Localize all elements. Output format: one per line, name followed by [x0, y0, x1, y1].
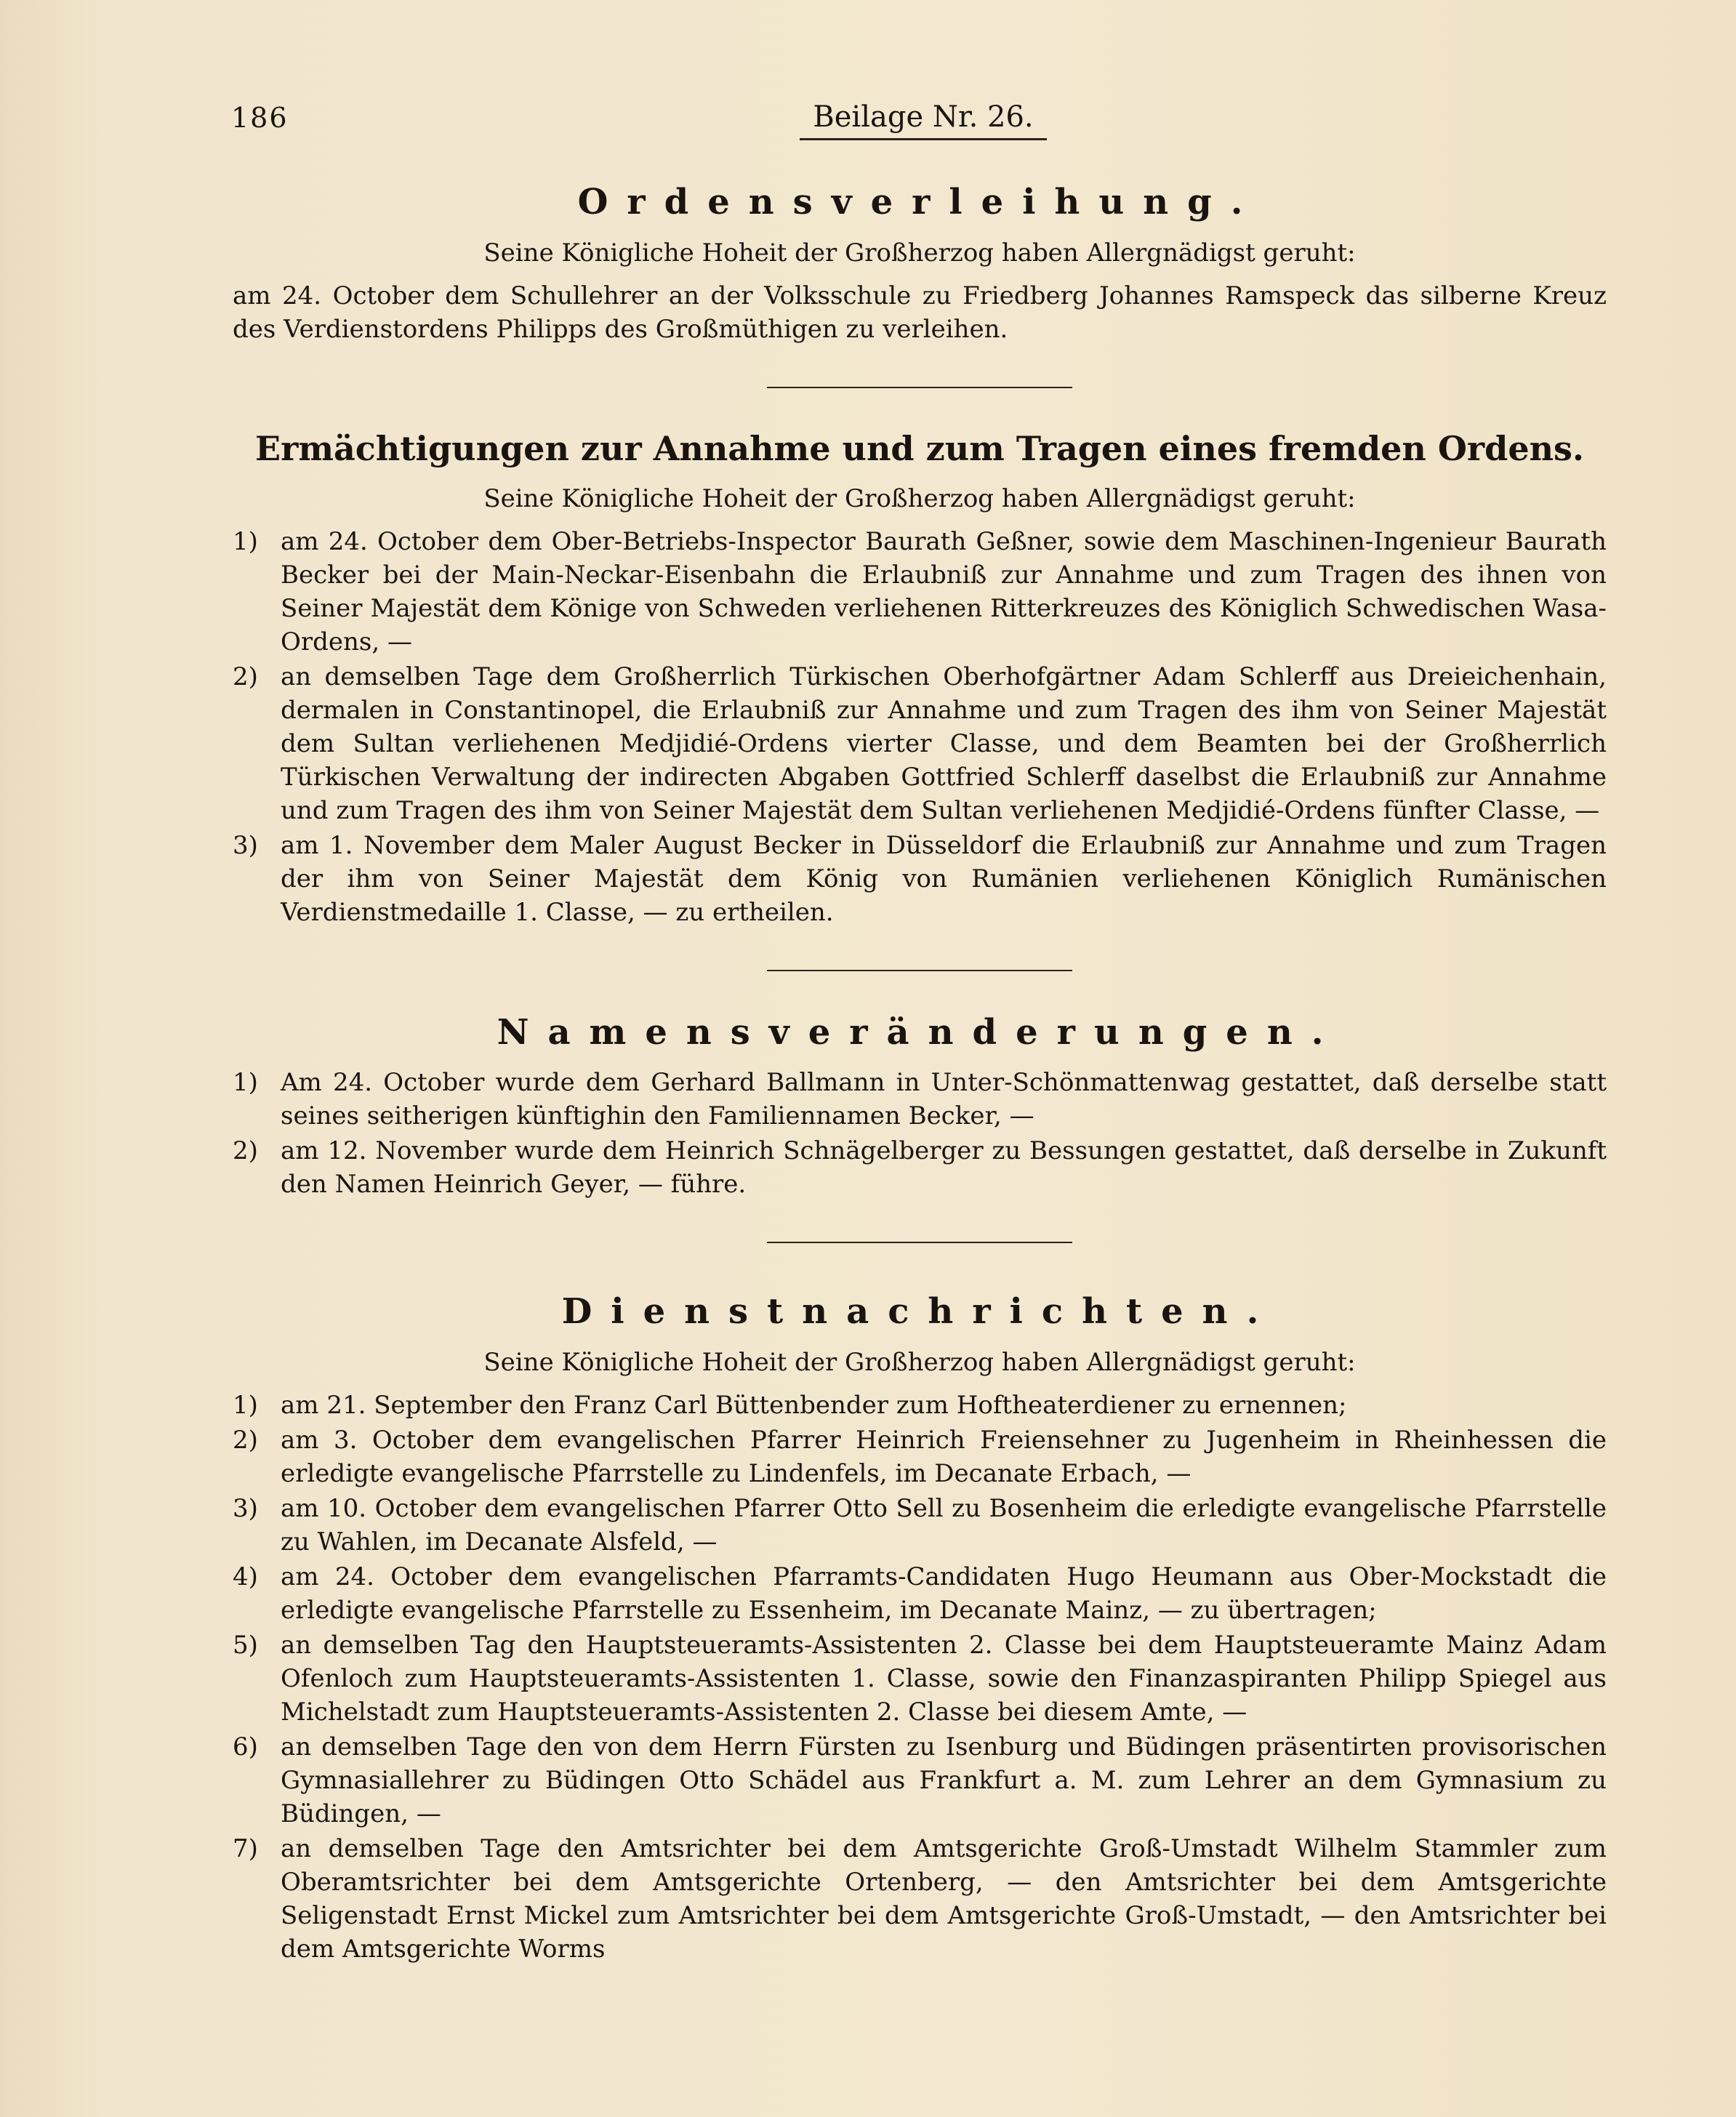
- item-text: an demselben Tage den Amtsrichter bei dem Amtsgerichte Groß-Umstadt Wilhelm Stammler zum Oberamtsrichter bei dem Amtsgerichte Ortenberg, — den Amtsrichter bei dem Amtsgerichte Seligenstadt Ernst Mickel zum Amtsrichter bei dem Amtsgerichte Groß-Umstadt, — den Amtsrichter bei dem Amtsgerichte Worms: [281, 1834, 1607, 1964]
- section-divider: [767, 387, 1072, 388]
- section-intro: Seine Königliche Hoheit der Großherzog haben Allergnädigst geruht:: [483, 1348, 1356, 1377]
- section-dienstnachrichten: [233, 1291, 1607, 1966]
- item-number: 2): [233, 1426, 258, 1455]
- item-text: am 3. October dem evangelischen Pfarrer Heinrich Freiensehner zu Jugenheim in Rheinhessen die erledigte evangelische Pfarrstelle zu Lindenfels, im Decanate Erbach, —: [281, 1426, 1607, 1488]
- item-text: am 1. November dem Maler August Becker in Düsseldorf die Erlaubniß zur Annahme und zum Tragen der ihm von Seiner Majestät dem König von Rumänien verliehenen Königlich Rumänischen Verdienstmedaille 1. Classe, — zu ertheilen.: [281, 831, 1607, 927]
- section-paragraph: am 24. October dem Schullehrer an der Volksschule zu Friedberg Johannes Ramspeck das silberne Kreuz des Verdienstordens Philipps des Großmüthigen zu verleihen.: [233, 281, 1607, 344]
- section-title: Ordensverleihung.: [577, 182, 1262, 222]
- section-title: Namensveränderungen.: [497, 1012, 1343, 1053]
- item-text: am 12. November wurde dem Heinrich Schnägelberger zu Bessungen gestattet, daß derselbe in Zukunft den Namen Heinrich Geyer, — führe.: [281, 1136, 1607, 1199]
- list-item: [233, 525, 1607, 659]
- item-number: 2): [233, 1136, 258, 1165]
- item-number: 5): [233, 1631, 258, 1660]
- list-item: [233, 1066, 1607, 1133]
- section-title: Dienstnachrichten.: [561, 1291, 1278, 1332]
- item-number: 1): [233, 527, 258, 556]
- list-item: [233, 829, 1607, 929]
- item-number: 4): [233, 1562, 258, 1591]
- section-namensveraenderungen: [233, 1012, 1607, 1201]
- page-number: 186: [231, 102, 289, 134]
- item-number: 3): [233, 1494, 258, 1523]
- list-item: [233, 1832, 1607, 1966]
- item-number: 7): [233, 1834, 258, 1863]
- section-ermaechtigungen: [233, 429, 1607, 929]
- list-item: [233, 1389, 1607, 1422]
- item-text: am 24. October dem evangelischen Pfarramts-Candidaten Hugo Heumann aus Ober-Mockstadt die erledigte evangelische Pfarrstelle zu Essenheim, im Decanate Mainz, — zu übertragen;: [281, 1562, 1607, 1625]
- list-item: [233, 1560, 1607, 1627]
- list-item: [233, 1492, 1607, 1559]
- page-content: [233, 182, 1607, 1967]
- item-text: an demselben Tage dem Großherrlich Türkischen Oberhofgärtner Adam Schlerff aus Dreieichenhain, dermalen in Constantinopel, die Erlaubniß zur Annahme und zum Tragen des ihm von Seiner Majestät dem Sultan verliehenen Medjidié-Ordens vierter Classe, und dem Beamten bei der Großherrlich Türkischen Verwaltung der indirecten Abgaben Gottfried Schlerff daselbst die Erlaubniß zur Annahme und zum Tragen des ihm von Seiner Majestät dem Sultan verliehenen Medjidié-Ordens fünfter Classe, —: [281, 662, 1607, 825]
- item-text: am 10. October dem evangelischen Pfarrer Otto Sell zu Bosenheim die erledigte evangelische Pfarrstelle zu Wahlen, im Decanate Alsfeld, —: [281, 1494, 1607, 1556]
- section-intro: Seine Königliche Hoheit der Großherzog haben Allergnädigst geruht:: [483, 484, 1356, 513]
- section-ordensverleihung: [233, 182, 1607, 346]
- list-item: [233, 660, 1607, 827]
- list-item: [233, 1628, 1607, 1729]
- list-item: [233, 1134, 1607, 1201]
- item-text: an demselben Tage den von dem Herrn Fürsten zu Isenburg und Büdingen präsentirten provisorischen Gymnasiallehrer zu Büdingen Otto Schädel aus Frankfurt a. M. zum Lehrer an dem Gymnasium zu Büdingen, —: [281, 1732, 1607, 1828]
- item-number: 3): [233, 831, 258, 860]
- item-number: 2): [233, 662, 258, 691]
- item-text: Am 24. October wurde dem Gerhard Ballmann in Unter-Schönmattenwag gestattet, daß derselbe statt seines seitherigen künftighin den Familiennamen Becker, —: [281, 1068, 1607, 1130]
- item-number: 6): [233, 1732, 258, 1762]
- list-item: [233, 1423, 1607, 1490]
- item-number: 1): [233, 1068, 258, 1097]
- item-text: am 24. October dem Ober-Betriebs-Inspector Baurath Geßner, sowie dem Maschinen-Ingenieur Baurath Becker bei der Main-Neckar-Eisenbahn die Erlaubniß zur Annahme und zum Tragen des ihnen von Seiner Majestät dem Könige von Schweden verliehenen Ritterkreuzes des Königlich Schwedischen Wasa-Ordens, —: [281, 527, 1607, 656]
- item-text: am 21. September den Franz Carl Büttenbender zum Hoftheaterdiener zu ernennen;: [281, 1391, 1347, 1420]
- item-number: 1): [233, 1391, 258, 1420]
- item-text: an demselben Tag den Hauptsteueramts-Assistenten 2. Classe bei dem Hauptsteueramte Mainz Adam Ofenloch zum Hauptsteueramts-Assistenten 1. Classe, sowie den Finanzaspiranten Philipp Spiegel aus Michelstadt zum Hauptsteueramts-Assistenten 2. Classe bei diesem Amte, —: [281, 1631, 1607, 1727]
- section-title: Ermächtigungen zur Annahme und zum Tragen eines fremden Ordens.: [255, 429, 1584, 468]
- section-divider: [767, 970, 1072, 971]
- list-item: [233, 1730, 1607, 1831]
- section-divider: [767, 1242, 1072, 1243]
- running-head: Beilage Nr. 26.: [800, 100, 1047, 140]
- section-intro: Seine Königliche Hoheit der Großherzog haben Allergnädigst geruht:: [483, 238, 1356, 268]
